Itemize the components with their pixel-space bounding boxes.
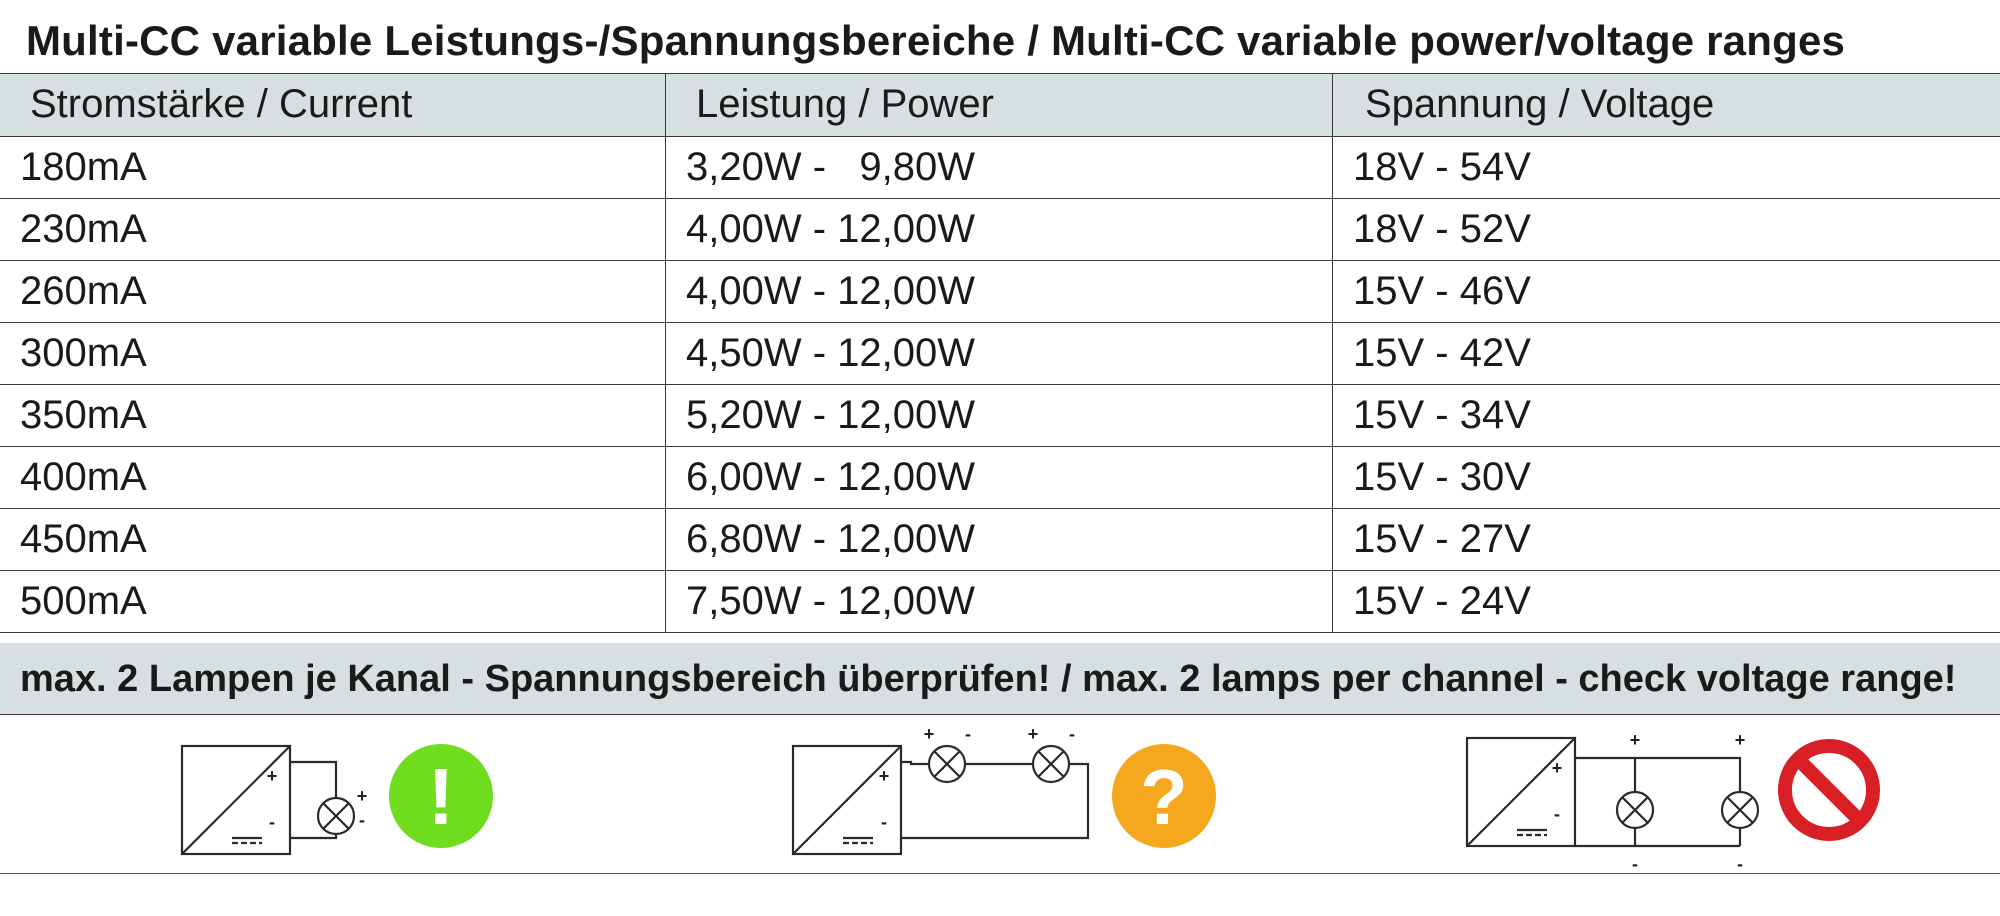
minus-sign: - — [1069, 724, 1075, 744]
driver-icon — [1467, 738, 1575, 846]
exclamation-mark: ! — [427, 752, 455, 841]
voltage-cell: 15V - 42V — [1353, 331, 1531, 375]
current-cell: 500mA — [0, 571, 666, 632]
plus-sign: + — [878, 766, 890, 786]
column-header-current: Stromstärke / Current — [0, 74, 666, 136]
minus-sign: - — [881, 812, 887, 832]
table-row — [0, 323, 2000, 385]
power-cell: 5,20W - 12,00W — [666, 385, 1333, 446]
voltage-cell: 18V - 52V — [1353, 207, 1531, 251]
plus-sign: + — [356, 786, 368, 806]
plus-sign: + — [923, 724, 935, 744]
warning-note-bar — [0, 643, 2000, 715]
minus-sign: - — [965, 724, 971, 744]
driver-icon — [793, 746, 901, 854]
voltage-cell: 15V - 24V — [1353, 579, 1531, 623]
table-header-row — [0, 73, 2000, 137]
plus-sign: + — [266, 766, 278, 786]
plus-sign: + — [1027, 724, 1039, 744]
plus-sign: + — [1734, 730, 1746, 750]
table-row — [0, 509, 2000, 571]
table-row — [0, 199, 2000, 261]
power-cell: 3,20W - 9,80W — [666, 137, 1333, 198]
page-title: Multi-CC variable Leistungs-/Spannungsbereiche / Multi-CC variable power/voltage ranges — [26, 17, 1846, 64]
series-lamps-diagram — [793, 746, 1088, 854]
voltage-cell: 15V - 34V — [1353, 393, 1531, 437]
voltage-cell: 15V - 27V — [1353, 517, 1531, 561]
driver-icon — [182, 746, 290, 854]
minus-sign: - — [1632, 854, 1638, 874]
plus-sign: + — [1551, 758, 1563, 778]
lamp-icon — [929, 746, 965, 782]
power-cell: 4,50W - 12,00W — [666, 323, 1333, 384]
minus-sign: - — [359, 810, 365, 830]
voltage-cell: 15V - 46V — [1353, 269, 1531, 313]
ok-status-icon — [389, 744, 493, 848]
table-row — [0, 137, 2000, 199]
current-cell: 400mA — [0, 447, 666, 508]
minus-sign: - — [1554, 804, 1560, 824]
power-cell: 6,00W - 12,00W — [666, 447, 1333, 508]
single-lamp-diagram — [182, 746, 354, 854]
power-cell: 4,00W - 12,00W — [666, 199, 1333, 260]
power-cell: 6,80W - 12,00W — [666, 509, 1333, 570]
bottom-divider — [0, 873, 2000, 874]
voltage-cell: 15V - 30V — [1353, 455, 1531, 499]
plus-sign: + — [1629, 730, 1641, 750]
table-row — [0, 261, 2000, 323]
current-cell: 300mA — [0, 323, 666, 384]
lamp-icon — [1617, 792, 1653, 828]
table-row — [0, 385, 2000, 447]
table-row — [0, 571, 2000, 633]
table-row — [0, 447, 2000, 509]
current-cell: 230mA — [0, 199, 666, 260]
parallel-lamps-diagram — [1467, 738, 1758, 846]
column-header-voltage: Spannung / Voltage — [1365, 82, 1715, 126]
lamp-icon — [1722, 792, 1758, 828]
lamp-icon — [1033, 746, 1069, 782]
caution-status-icon — [1112, 744, 1216, 848]
minus-sign: - — [269, 812, 275, 832]
current-cell: 180mA — [0, 137, 666, 198]
current-cell: 450mA — [0, 509, 666, 570]
column-header-power: Leistung / Power — [666, 74, 1333, 136]
lamp-icon — [318, 798, 354, 834]
warning-note-text: max. 2 Lampen je Kanal - Spannungsbereich überprüfen! / max. 2 lamps per channel - check voltage range! — [20, 658, 1957, 700]
prohibited-icon — [1785, 746, 1873, 834]
power-cell: 4,00W - 12,00W — [666, 261, 1333, 322]
minus-sign: - — [1737, 854, 1743, 874]
current-cell: 350mA — [0, 385, 666, 446]
power-cell: 7,50W - 12,00W — [666, 571, 1333, 632]
ranges-table — [0, 73, 2000, 633]
voltage-cell: 18V - 54V — [1353, 145, 1531, 189]
wiring-diagrams — [0, 716, 2000, 874]
current-cell: 260mA — [0, 261, 666, 322]
question-mark: ? — [1140, 753, 1188, 841]
